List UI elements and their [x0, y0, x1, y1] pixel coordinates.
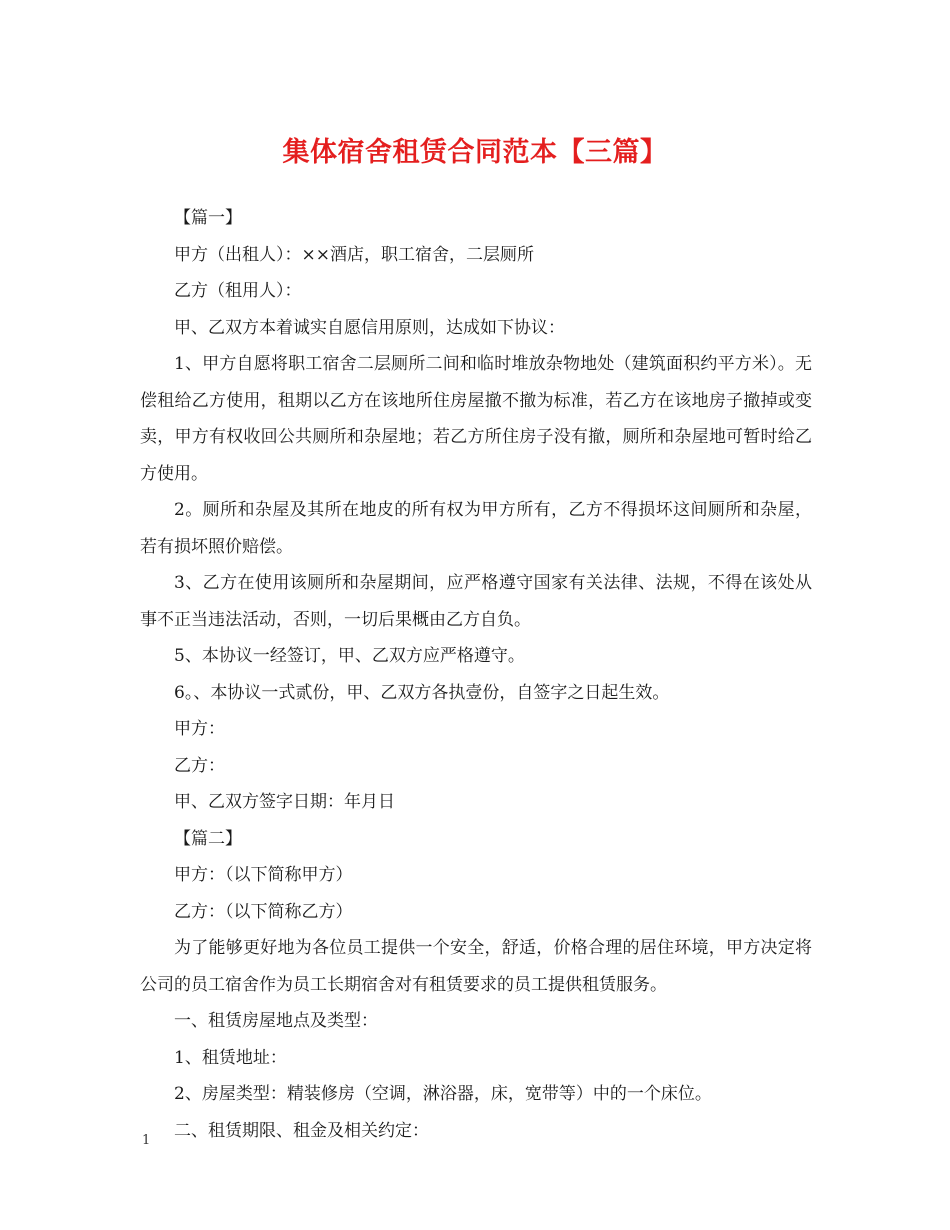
- paragraph: 2、房屋类型：精装修房（空调，淋浴器，床，宽带等）中的一个床位。: [174, 1084, 712, 1104]
- paragraph: 为了能够更好地为各位员工提供一个安全，舒适，价格合理的居住环境，甲方决定将公司的员工宿舍作为员工长期宿舍对有租赁要求的员工提供租赁服务。: [140, 938, 812, 995]
- paragraph: 2。厕所和杂屋及其所在地皮的所有权为甲方所有，乙方不得损坏这间厕所和杂屋，若有损坏照价赔偿。: [140, 500, 812, 557]
- document-title: 集体宿舍租赁合同范本【三篇】: [282, 137, 668, 168]
- paragraph: 甲方：（以下简称甲方）: [174, 865, 353, 885]
- signature-date-line: 甲、乙双方签字日期：年月日: [174, 792, 395, 812]
- paragraph: 1、租赁地址：: [174, 1047, 287, 1068]
- paragraph: 5、本协议一经签订，甲、乙双方应严格遵守。: [174, 646, 525, 666]
- paragraph: 乙方（租用人）：: [174, 281, 302, 301]
- section-heading-1: 【篇一】: [174, 208, 242, 228]
- paragraph: 甲、乙双方本着诚实自愿信用原则，达成如下协议：: [174, 317, 565, 338]
- page-number: 1: [142, 1133, 151, 1148]
- paragraph: 6。、本协议一式贰份，甲、乙双方各执壹份，自签字之日起生效。: [174, 682, 670, 703]
- paragraph: 1、甲方自愿将职工宿舍二层厕所二间和临时堆放杂物地处（建筑面积约平方米）。无偿租给乙方使用，租期以乙方在该地所住房屋撤不撤为标准，若乙方在该地房子撤掉或变卖，甲方有权收回公共厕所和杂屋地；若乙方所住房子没有撤，厕所和杂屋地可暂时给乙方使用。: [140, 354, 812, 484]
- signature-line-party-a: 甲方：: [174, 719, 225, 739]
- paragraph: 一、租赁房屋地点及类型：: [174, 1011, 378, 1031]
- section-heading-2: 【篇二】: [174, 828, 242, 849]
- signature-line-party-b: 乙方：: [174, 755, 225, 776]
- paragraph: 二、租赁期限、租金及相关约定：: [174, 1120, 429, 1141]
- paragraph: 甲方（出租人）：××酒店，职工宿舍，二层厕所: [174, 244, 534, 265]
- document-body: [140, 200, 812, 1149]
- paragraph: 乙方：（以下简称乙方）: [174, 901, 353, 922]
- paragraph: 3、乙方在使用该厕所和杂屋期间，应严格遵守国家有关法律、法规，不得在该处从事不正当违法活动，否则，一切后果概由乙方自负。: [140, 573, 812, 630]
